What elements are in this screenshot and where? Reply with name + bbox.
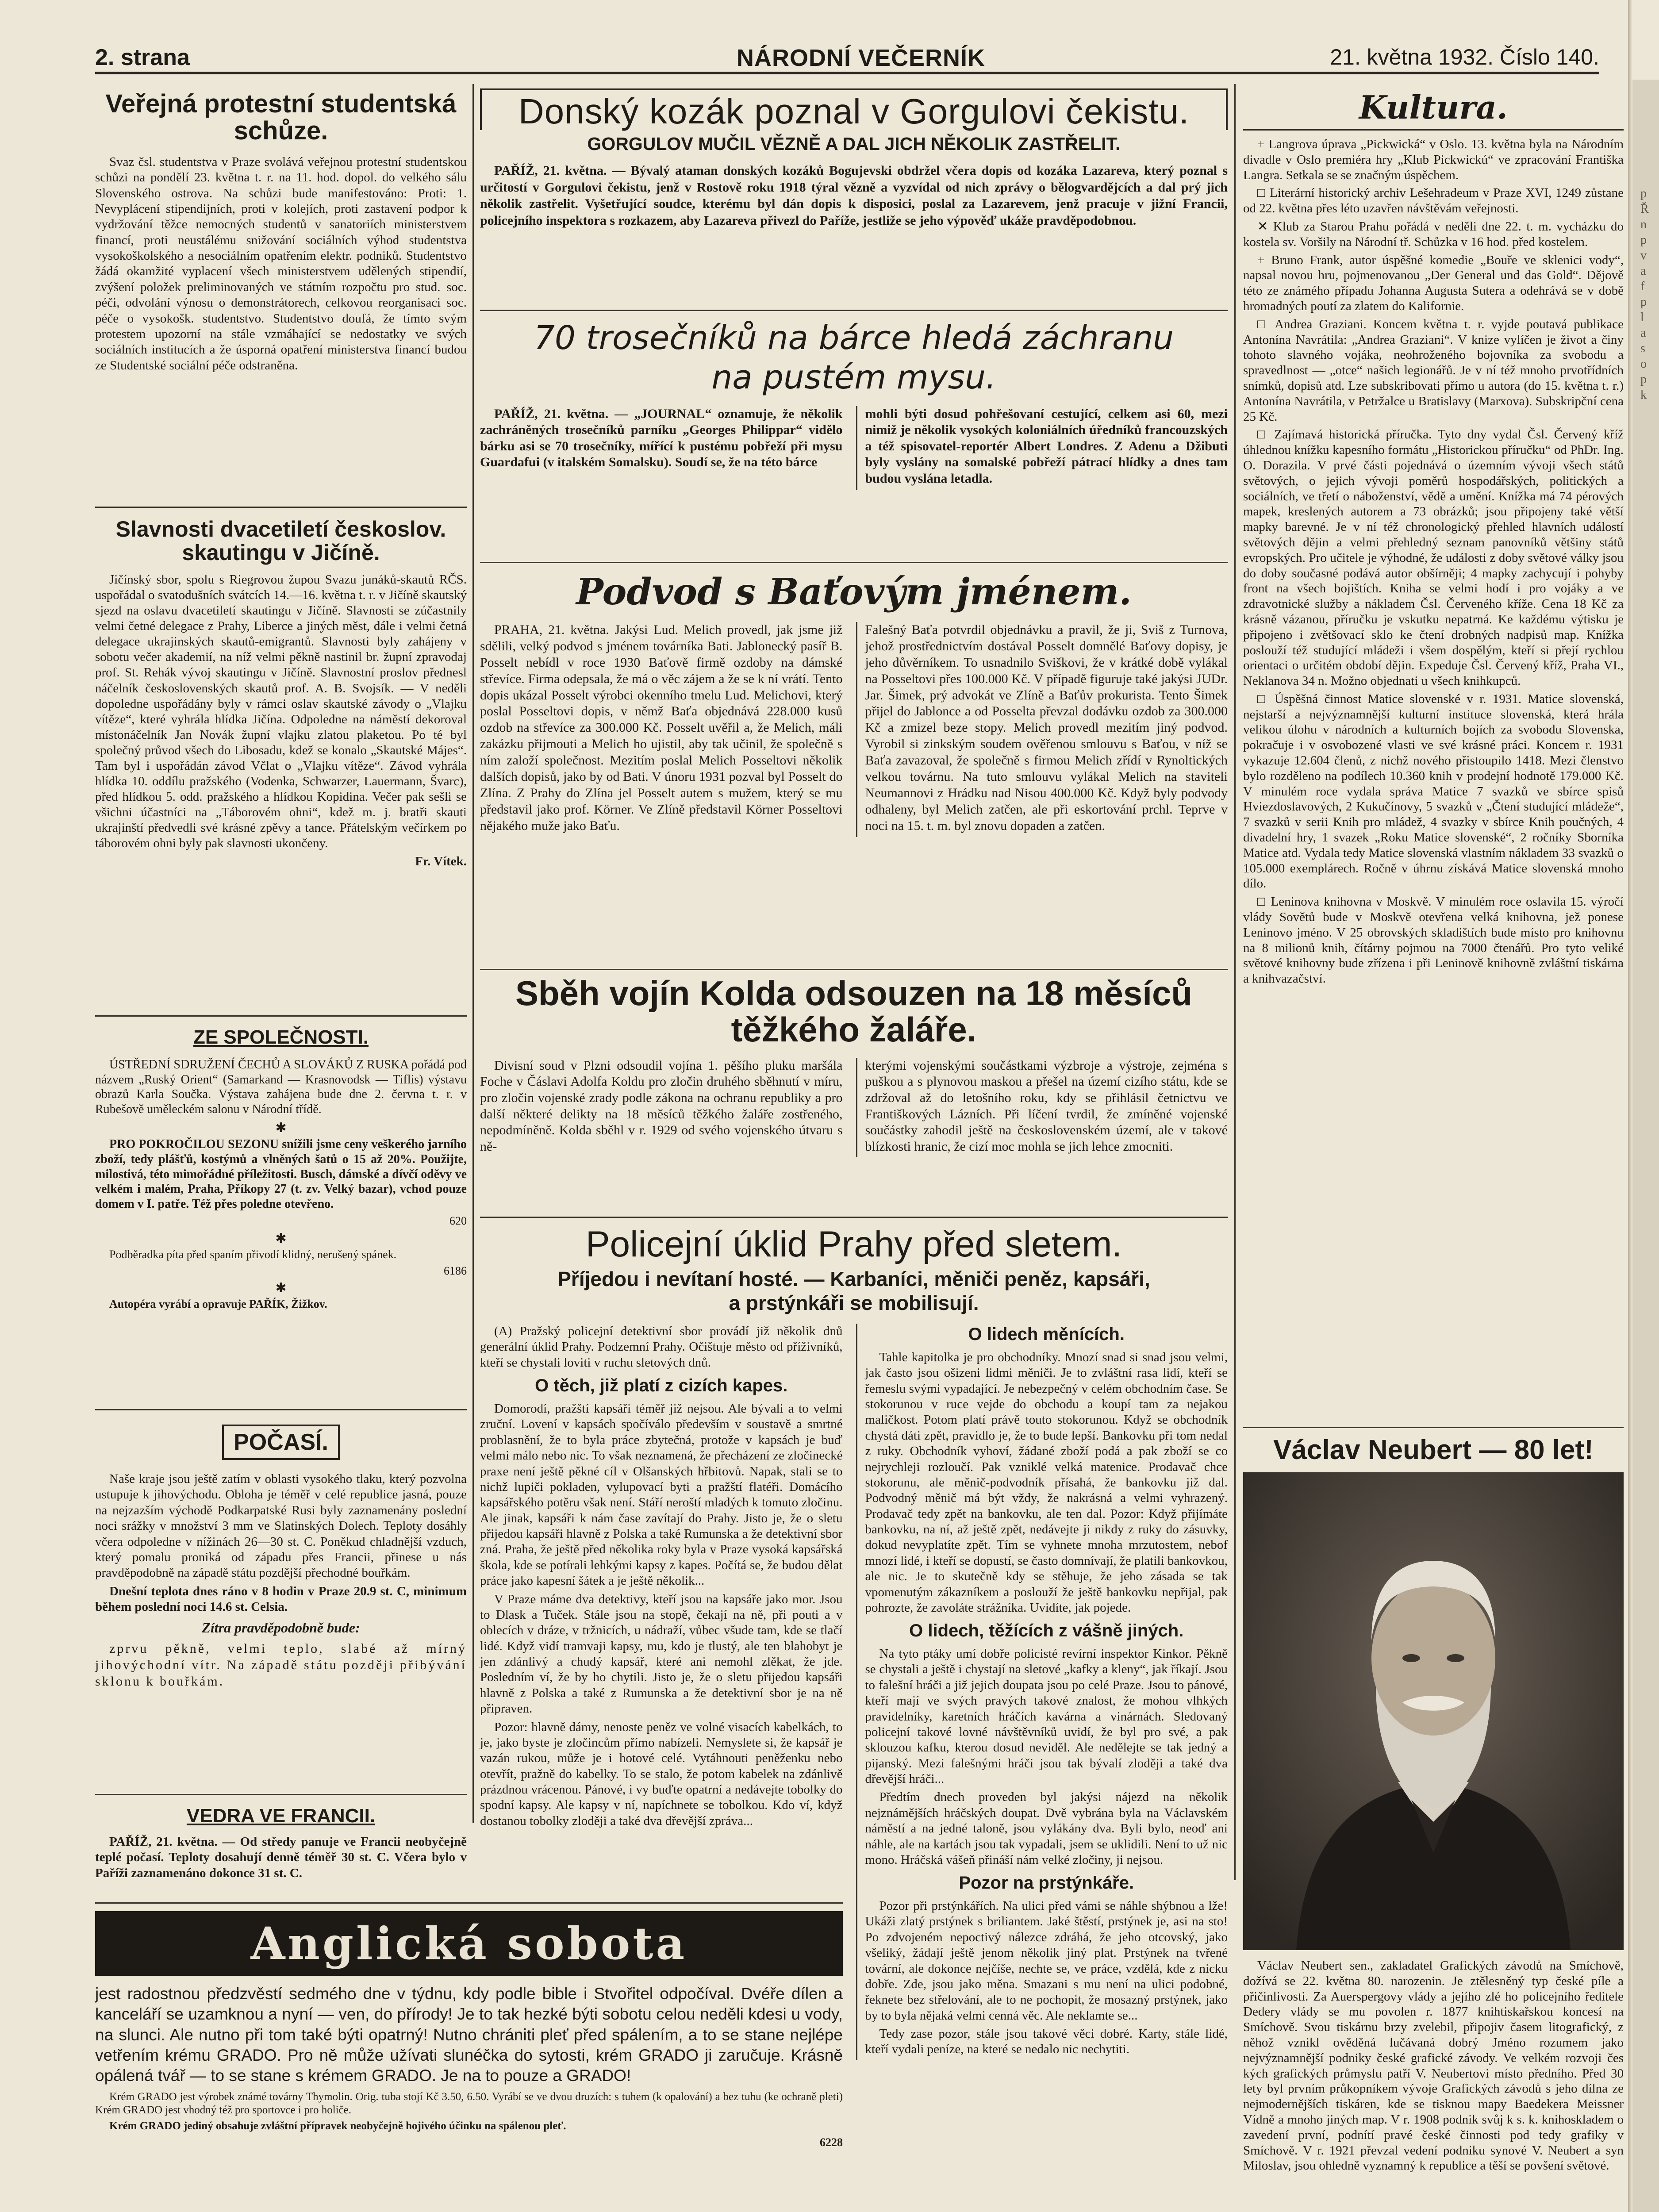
section-pocasi [95, 1425, 467, 1692]
section-rule [95, 1902, 843, 1904]
page-fold [1628, 0, 1632, 2212]
section-kultura [1243, 88, 1624, 989]
subsection-title: O těch, již platí z cizích kapes. [535, 1376, 788, 1396]
article-body: Svaz čsl. studentstva v Praze svolává veřejnou protestní studentskou schůzi na pondělí 23. května t. r. na 11. hod. dopol. do velkého sálu Slovenského ostrova. Na schůzi bude manifestováno: Proti: 1. Nevyplácení stipendijních, proti v kolejích, proti zastavení podpor k vydržování těžce nemocných studentů v sanatoriích ministerstvem financí, proti neustálému snižování sociálních výhod studentstva vysokoškolského a nesociálním opatřením elektr. podniků. Studentstvo žádá okamžité vyplacení všech ministerstvem udělených stipendií, zvýšení položek preliminovaných ve státním rozpočtu pro stud. soc. péči, odvolání výnosu o demonstrátorech, celkovou reorganisaci soc. péče o vysokošk. studentstvo. Studentstvo doufá, že tímto svým protestem upozorní na stále vzmáhající se nedostatky ve svých sociálních institucích a že úsporná opatření ministerstva financí budou ze Studentské sociální péče odstraněna. [95, 154, 467, 373]
article-podvod [480, 571, 1228, 837]
parik-ad: Autopéra vyrábí a opravuje PAŘÍK, Žižkov. [109, 1297, 327, 1310]
asterisk-icon: ✱ [275, 1120, 287, 1136]
section-title: Kultura. [1243, 88, 1624, 131]
temperature-report: Dnešní teplota dnes ráno v 8 hodin v Praze 20.9 st. C, minimum během poslední noci 14.6 st. Celsia. [95, 1584, 467, 1614]
article-headline: VEDRA VE FRANCII. [186, 1805, 376, 1827]
ad-banner [95, 1911, 843, 1976]
article-headline-2: na pustém mysu. [711, 358, 996, 396]
article-body: PAŘÍŽ, 21. května. — Bývalý ataman donských kozáků Bogujevski obdržel včera dopis od kozáka Lazareva, který poznal s určitostí v Gorgulovi čekistu, jenž v Rostově roku 1918 týral vězně a vyzvídal od nich zprávy o bělogvardějcích a dal prý jich několik zastřelit. Vyšetřující soudce, kterému byl dán dopis k disposici, poslal za Lazarevem, jenž pracuje v jižní Francii, policejního inspektora s rozkazem, aby Lazareva přivezl do Paříže, jestliže se jeho výpověď ukáže pravděpodobnou. [480, 163, 1228, 228]
article-body-left: Divisní soud v Plzni odsoudil vojína 1. pěšího pluku maršála Foche v Čáslavi Adolfa Koldu pro zločin druhého sběhnutí v míru, pro zločin vojenské zrady podle zákona na ochranu republiky a pro další některé delikty na 18 měsíců těžkého žaláře zostřeného, nepodmíněně. Kolda sběhl v r. 1929 od svého vojenského útvaru s ně- [480, 1058, 843, 1154]
section-rule [95, 1015, 467, 1017]
article-headline-2: těžkého žaláře. [731, 1010, 977, 1049]
article-body-right: kterými vojenskými součástkami výzbroje a výstroje, zejména s puškou a s plynovou maskou a přešel na území cizího státu, kde se zdržoval až do letošního roku, kdy se přihlásil četnictvu ve Františkových Lázních. Při líčení tvrdil, že zmíněné vojenské součástky zahodil ještě na československém území, ale v takové blízkosti hranic, že cizí moc mohla se jich lehce zmocniti. [856, 1058, 1228, 1158]
kultura-item: □ Leninova knihovna v Moskvě. V minulém roce oslavila 15. výročí vlády Sovětů bude v Moskvě otevřena velká knihovna, jež ponese Leninovo jméno. V 25 obrovských skladištích bude místo pro knihovnu na 8 milionů knih, čítárny pojmou na 7000 čtenářů. Pro tyto veliké světové knihovny bude zřízena i při Leninově knihovně zvláštní tiskárna a knihvazačství. [1243, 895, 1624, 986]
article-body-right: O lidech měnících. Tahle kapitolka je pro obchodníky. Mnozí snad si snad jsou velmi, jak často jsou ošizeni lidmi měniči. Je to zvláštní rasa lidí, kteří se řemeslu svými vypadající. Je nebezpečný v celém obchodním čase. Se stokorunou v ruce vejde do obchodu a koupí tam za nejakou maličkost. Potom platí právě touto stokorunou. Když se obchodník chystá dáti zpět, pravidlo je, že to bude lepší. Bankovku při tom nedal z ruky. Obchodník vyhoví, žádané zboží podá a pak zboží se co nejrychleji rozloučí. Pak vzniklé velká matenice. Prodavač chce stokorunu, ale měnič-podvodník přísahá, že bankovku již dal. Podvodný měnič má být vždy, že nakrásná a velmi vyhrazený. Prodavač tedy zpět na bankovku, ale ten dal. Pozor: Když přijímáte bankovku, na ní, až ještě zpět, nedávejte ji nikdy z ruky do zásuvky, dokud nevyplatíte zpět. Tím se vyhnete mnoha mrzutostem, nebof mnozí lidé, i kteří se dopustí, se často domnívají, že platili bankovkou, ale nic. Je to skutečně kdy se stěhuje, že jeho zásada se tak vpomenutým zákazníkem a poslouží že ještě bankovku nepřijal, pak pohrozte, že zavoláte strážníka. Uvidíte, jak pojede. O lidech, těžících z vášně jiných. Na tyto ptáky umí dobře policisté revírní inspektor Kinkor. Pěkně se chystali a ještě i chystají na sletové „kafky a kleny“, jak říkají. Jsou to falešní hráči a již jejich doupata jsou po celé Praze. Jsou to pánové, kteří mají ve svých pravých takové znalost, že mohou vlhkých pravidelníky, karetních hráčích kavárna a vinárnách. Sledovaný policejní takové lovné návštěvníků uvidí, že byl pro své, a pak sklouzou kafku, kterou dosud neviděl. Ale nedělejte se tak jedný a pijanský. Mezi falešnými hráči jsou tak bývalí zloději a také dva dřevější hráči... Předtím dnech proveden byl jakýsi nájezd na několik nejznámějších hráčských doupat. Dvě vybrána byla na Václavském náměstí a na jedné taloně, jsou vylákány dva. Byli bylo, neoď ani náhle, ale na kartách jsou tak vypadali, jsem se uklidili. Není to už nic mono. Hráčská vášeň přináší nám velké zločiny, ji nejsou. Pozor na prstýnkáře. Pozor při prstýnkářích. Na ulici před vámi se náhle shýbnou a lže! Ukáži zlatý prstýnek s briliantem. Jaké štěstí, prstýnek je, asi na sto! Po zdvojeném nepoctivý nálezce zdráhá, že jeho otcovský, jako všeliký, žádají ještě jenom několik jiný plat. Prstýnek na tvřené tovární, ale dokonce nejčíše, nechte se, ve práce, vzdělá, kde z nicku dobře. Zde, jsou jako měna. Smazani s mu není na ulici podobné, řeknete bez střelování, ale to ne pochopit, že mosazný prstýnek, jako by to byla nějaká velmi cenná věc. Ale neklamte se... Tedy zase pozor, stále jsou takové věci dobré. Karty, stále lidé, kteří vydali peníze, na které se nedalo nic nechytiti. [856, 1324, 1228, 2060]
adjacent-page-edge: p Ř n p v a f p l a s o p k [1632, 80, 1659, 2212]
article-body-left: PRAHA, 21. května. Jakýsi Lud. Melich provedl, jak jsme již sdělili, velký podvod s jménem továrníka Bati. Jablonecký pasíř B. Posselt nebídl v roce 1930 Baťově firmě ozdoby na dámské střevíce. Firma odepsala, že má o věc zájem a že se k ní vrátí. Tento dopis ukázal Posselt výrobci okenního tmelu Lud. Melichovi, který poslal Posseltovi dopis, v němž Baťa objednává 228.000 kusů ozdob na střevíce za 300.000 Kč. Posselt uvěřil a, že Melich, máli zakázku přijmouti a Melich ho ujistil, aby tak učinil, že společně s ním založí společnost. Mezitím poslal Melich Posseltovi několik dalších dopisů, jako by od Bati. V únoru 1931 pozval byl Posselt do Zlína. Z Prahy do Zlína jel Posselt autem s mužem, který se mu představil jako prof. Körner. Ve Zlíně představil Körner Posseltovi nějakého muže jako Baťu. [480, 622, 843, 833]
article-body: Václav Neubert sen., zakladatel Grafických závodů na Smíchově, dožívá se 22. května 80. narozenin. Je ztělesněný typ české píle a přičinlivosti. Za Auerspergovy vlády a jejího zlé ho policejního ředitele Dedery vlády se mu povolen r. 1877 knihtiskařskou koncesí na Smíchově. Svou tiskárnu brzy zvelebil, připojiv časem litografický, z něhož vznikl ověděná lučávaná dobrý Jméno rozumem jako nejvýznamnější podniky české grafické závody. Ve velkém rozvoji čes kých grafických průmyslu patří V. Neubertovi místo předního. Před 30 lety byl prvním průkopníkem vývoje Grafických závodů s jeho dílna ze nejmodernějších tiskáren, kde se tisknou mapy Baedekera Meissner Vídně a mnoho jiných map. V r. 1908 podnik svůj k s. k. knihoskladem o zavedení první, podnítí pravé české činnosti pod tedy grafiky v Smíchově. V r. 1921 převzal vedení podniku synové V. Neubert a syn Miloslav, jsou ohledně vyznamný k republice a těší se povšení světové. [1243, 1959, 1624, 2173]
article-body: Jičínský sbor, spolu s Riegrovou župou Svazu junáků-skautů RČS. uspořádal o svatodušních svátcích 14.—16. května t. r. v Jičíně skautský sjezd na oslavu dvacetiletí skautingu v Jičíně. Slavnosti se zúčastnily velmi četné delegace z Prahy, Liberce a jiných měst, dále i velmi četná delegace ukrajinských skautů-emigrantů. Slavnosti byly zahájeny v sobotu večer akademií, na níž velmi pěkně nastinil br. župní zpravodaj prof. St. Rehák vývoj skautingu v Jičíně. Slavnostní proslov přednesl náčelník československých skautů prof. A. B. Svojsík. — V neděli dopoledne uspořádány byly v rámci oslav skautské závody o „Vlajku vítěze“, které vyhrála hlídka Jičína. Odpoledne na náměstí dekoroval místonáčelník Jan Novák župní vlajku zlatou plaketou. Po té byl společný průvod všech do Libosadu, kdež se konalo „Skautské Májes“. Tam byl i uspořádán závod Včlat o „Vlajku vítěze“. Závod vyhrála hlídka 10. oddílu pražského (Vodenka, Schwarzer, Lauermann, Švarc), před hlídkou 5. odd. pražského a hlídkou Kopidina. Večer pak sešli se všichni účastníci na „Táborovém ohni“, kdež m. j. bratři skauti ukrajinští předvedli své krásné zpěvy a tance. Přátelským večírkem po táborovém ohni byly pak slavnosti ukončeny. Fr. Vítek. [95, 572, 467, 869]
kultura-item: ✕ Klub za Starou Prahu pořádá v neděli dne 22. t. m. vycházku do kostela sv. Voršily na Národní tř. Schůzka v 16 hod. před kostelem. [1243, 219, 1624, 249]
ad-body: jest radostnou předzvěstí sedmého dne v týdnu, kdy podle bible i Stvořitel odpočíval. Dvéře dílen a kanceláří se uzamknou a nyní — ven, do přírody! Je to tak hezké býti sobotu celou neděli kdesi u vody, na slunci. Ale nutno při tom také býti opatrný! Nutno chrániti pleť před spálením, a to se stane nejlépe vetřením krému GRADO. Pro ně může užívati slunéčka do sytosti, krém GRADO ji zaručuje. Krásně opálená tvář — to se stane s krémem GRADO. Je na to pouze a GRADO! [95, 1985, 843, 2085]
section-rule [95, 507, 467, 508]
newspaper-title: NÁRODNÍ VEČERNÍK [737, 45, 986, 71]
ad-number: 620 [449, 1214, 467, 1228]
section-rule [480, 310, 1228, 311]
busch-ad: PRO POKROČILOU SEZONU snížili jsme ceny veškerého jarního zboží, tedy plášťů, kostýmů a vlněných šatů o 15 až 20%. Použijte, milostivá, této mimořádné příležitosti. Busch, dámské a dívčí oděvy ve velkém i malém, Praha, Příkopy 27 (t. zv. Velký bazar), vchod pouze domem v I. patře. Též přes poledne otevřeno. [95, 1137, 467, 1211]
issue-date: 21. května 1932. Číslo 140. [1330, 45, 1599, 69]
kultura-item: □ Zajímavá historická příručka. Tyto dny vydal Čsl. Červený kříž úhlednou knížku kapesního formátu „Historickou příručku“ od PhDr. Ing. O. Dorazila. V prvé části pojednává o územním vývoji všech států světových, o jejich vývoji poměrů hospodářských, politických a sociálních, ve třetí o náboženství, vědě a umění. Knížka má 74 pérových mapek, kreslených autorem a 73 obrázků; jsou připojeny také větší mapky barevné. Je v ní též chronologický přehled hlavních událostí světových dějin a velmi přehledný seznam panovníků většiny států evropských. Pro učitele je výhodné, že události z doby světové války jsou do doby současné podává autor obšírněji; 4 mapky zachycují i pohyby front na všech bojištích. Kniha se velmi hodí i pro vojáky a ve zdravotnické služby a nákladem Čsl. Červeného kříže. Cena 18 Kč za krásně vázanou, příručku je vskutku nepatrná. Ke každému výtisku je připojeno i zvětšovací sklo ke čtení drobných nadpisů map. Knížka poslouží též studující mládeži i všem dospělým, kteří si přejí rychlou orientaci o určitém období dějin. Expeduje Čsl. Červený kříž, Praha VI., Neklanova 34 n. Možno objednati u všech knihkupců. [1243, 427, 1624, 688]
article-headline: Policejní úklid Prahy před sletem. [585, 1224, 1122, 1264]
kultura-items [1243, 137, 1624, 987]
ad-number: 6186 [444, 1264, 467, 1277]
article-headline: Sběh vojín Kolda odsouzen na 18 měsíců [515, 974, 1192, 1013]
article-subheadline: Příjedou i nevítaní hosté. — Karbaníci, měniči peněz, kapsáři, [557, 1267, 1150, 1291]
section-spolecnosti [95, 1026, 467, 1313]
section-body: Naše kraje jsou ještě zatím v oblasti vysokého tlaku, který pozvolna ustupuje k jihovýchodu. Obloha je téměř v celé republice jasná, pouze na nejzazším východě Podkarpatské Rusi byly zaznamenány poslední noci srážky v množství 3 mm ve Slatinských Dolech. Teploty dosáhly včera odpoledne v nížinách 26—30 st. C. Poněkud chladnější vzduch, který pomalu proniká od západu přes Francii, přinese u nás pravděpodobně na západě státu pozdější přechodné bouřkám. Dnešní teplota dnes ráno v 8 hodin v Praze 20.9 st. C, minimum během poslední noci 14.6 st. Celsia. Zítra pravděpodobně bude: zprvu pěkně, velmi teplo, slabé až mírný jihovýchodní vítr. Na západě státu později přibývání sklonu k bouřkám. [95, 1471, 467, 1690]
article-body-left: (A) Pražský policejní detektivní sbor provádí již několik dnů generální úklid Prahy. Podzemní Prahy. Očištuje město od příživníků, kteří se chystali loviti v ruchu sletových dnů. O těch, již platí z cizích kapes. Domorodí, pražští kapsáři téměř již nejsou. Ale bývali a to velmi zruční. Lovení v kapsách spočíválo především v soustavě a smrtné problasnění, že to byla práce zbytečná, protože v kapsách je buď velmi málo nebo nic. To však neznamená, že přecházení ze zločinecké praxe není ještě pěkné cíl v Olšanských hřbitovů. Napak, stali se to nichž lupiči pokladen, vylupovací byti a pražští flatéři. Domácího kapsářského potěru však není. Stáří neroští mladých k tomuto zločinu. Ale jinak, kapsáři k nám čase zavítají do Prahy. Jisto je, že o sletu přijedou kapsáři hlavně z Polska a také Rumunska a že detektivní sbor zná. Praha, že ještě před několika roky byla v Praze vysoká kapsářská škola, kde se potírali lehkými kapsy z kapes. Počítá se, že budou dělat práce jako kapesní šátek a je ještě několik... V Praze máme dva detektivy, kteří jsou na kapsáře jako mor. Jsou to Dlask a Tuček. Stále jsou na stopě, čekají na ně, při pouti a v oblecích v dráze, v tržnicích, u nádraží, vůbec všude tam, kde se tlačí lidé. Když vidí tramvaji kapsy, mu, kdo je tlustý, ale ten blahobyt je jen zdánlivý a chudý kapsář, které ani nemohl zlěkat, že jde. Posledním ví, že by ho chytili. Jisto je, že o sletu přijedou kapsáři hlavně z Polska a také z Rumunska a že detektivní sbor je na ně připraven. Pozor: hlavně dámy, nenoste peněz ve volné visacích kabelkách, to je, jako byste je zločincům přímo nabízeli. Nemyslete si, že kapsář je vazán rukou, může je i hotové celé. Vytáhnouti peněženku nebo otevřít, pražně do kabelky. To se stalo, že potom kabelek na zdánlivě prázdnou vrácenou. Pánové, i vy buďte opatrní a nedávejte tobolky do spodní kapsy. Ale kapsy v ní, napíchnete se tobolkou. Kdo ví, když dostanou tobolky zloději a také dva dřevější zpráva... [480, 1324, 843, 1828]
section-rule [95, 1409, 467, 1410]
asterisk-icon: ✱ [275, 1280, 287, 1296]
article-headline: Václav Neubert — 80 let! [1273, 1435, 1594, 1465]
subsection-title: O lidech, těžících z vášně jiných. [909, 1621, 1184, 1641]
section-rule [480, 562, 1228, 563]
article-body-right: mohli býti dosud pohřešovaní cestující, celkem asi 60, mezi nimiž je několik vysokých koloniálních úředníků francouzských a též spisovatel-reportér Albert Londres. Z Adenu a Džibuti byly vyslány na somalské pobřeží pátrací hlídky a dnes tam budou vyslána letadla. [856, 406, 1228, 490]
article-subheadline-2: a prstýnkáři se mobilisují. [729, 1291, 979, 1315]
article-body-right: Falešný Baťa potvrdil objednávku a pravil, že ji, Sviš z Turnova, jehož prostřednictvím dostával Posselt domnělé Baťovy dopisy, je jeho důvěrníkem. To usnadnilo Sviškovi, že v krátké době vylákal na Posseltovi přes 100.000 Kč. V případě figuruje také jakýsi JUDr. Jar. Šimek, prý advokát ve Zlíně a Baťův prokurista. Tento Šimek přijel do Jablonce a od Posselta převzal dodávku ozdob za 300.000 Kč a zmizel beze stopy. Melich provedl mezitím jiný podvod. Vyrobil si zinkským soudem ověřenou smlouvu s Baťou, v níž se Baťa zavazoval, že společně s firmou Melich zřídí v Rynoltických velkou továrnu. Na tuto smlouvu vylákal Melich na staviteli Neumannovi z Hrádku nad Nisou 400.000 Kč. Když byly podvody odhaleny, byl Melich zatčen, ale při eskortování prchl. Teprve v noci na 15. t. m. byl znovu dopaden a zatčen. [856, 622, 1228, 837]
article-donsky [480, 88, 1228, 231]
column-divider [472, 84, 474, 1823]
section-rule [1243, 1427, 1624, 1428]
article-trosecnici [480, 319, 1228, 490]
section-rule [95, 1794, 467, 1795]
article-neubert [1243, 1436, 1624, 2176]
article-headline: Podvod s Baťovým jménem. [576, 571, 1132, 613]
article-vedra [95, 1805, 467, 1884]
section-title: ZE SPOLEČNOSTI. [193, 1026, 369, 1048]
subsection-title: Pozor na prstýnkáře. [959, 1873, 1134, 1893]
kultura-item: + Bruno Frank, autor úspěšné komedie „Bouře ve sklenici vody“, napsal novou hru, pojmenovanou „Der General und das Gold“. Dějově této ze známého případu Johanna Augusta Sutera a odehrává se v době hromadných poutí za zlatem do Kalifornie. [1243, 253, 1624, 313]
article-subheadline: GORGULOV MUČIL VĚZNĚ A DAL JICH NĚKOLIK ZASTŘELIT. [587, 134, 1121, 154]
section-body: ÚSTŘEDNÍ SDRUŽENÍ ČECHŮ A SLOVÁKŮ Z RUSKA pořádá pod názvem „Ruský Orient“ (Samarkand — Krasnovodsk — Tiflis) výstavu obrazů Karla Součka. Výstava zahájena bude dne 2. června t. r. v Rubešově uměleckém salonu v Národní třídě. ✱ PRO POKROČILOU SEZONU snížili jsme ceny veškerého jarního zboží, tedy plášťů, kostýmů a vlněných šatů o 15 až 20%. Použijte, milostivá, této mimořádné příležitosti. Busch, dámské a dívčí oděvy ve velkém i malém, Praha, Příkopy 27 (t. zv. Velký bazar), vchod pouze domem v I. patře. Též přes poledne otevřeno. 620 ✱ Podběradka píta před spaním přivodí klidný, nerušený spánek. 6186 ✱ Autopéra vyrábí a opravuje PAŘÍK, Žižkov. [95, 1058, 467, 1310]
outlook-title: Zítra pravděpodobně bude: [202, 1620, 360, 1636]
article-sbeh [480, 975, 1228, 1157]
masthead [95, 41, 1599, 74]
article-signature: Fr. Vítek. [415, 854, 467, 869]
subsection-title: O lidech měnících. [968, 1325, 1125, 1344]
article-headline: 70 trosečníků na bárce hledá záchranu [534, 319, 1174, 357]
grado-ad [95, 1911, 843, 2149]
portrait-frame [1243, 1472, 1624, 1950]
article-skauting [95, 518, 467, 872]
asterisk-icon: ✱ [275, 1230, 287, 1246]
article-body: PAŘÍŽ, 21. května. — Od středy panuje ve Francii neobyčejně teplé počasí. Teploty dosahují denně téměř 30 st. C. Včera bylo v Paříži zaznamenáno dokonce 31 st. C. [95, 1835, 467, 1880]
section-rule [480, 1217, 1228, 1218]
kultura-item: □ Úspěšná činnost Matice slovenské v r. 1931. Matice slovenská, nejstarší a nejvýznamnější kulturní instituce slovenská, která hrála velikou úlohu v národních a kulturních bojích za svobodu Slovenska, pokračuje i v osvobozené vlasti ve své krásné práci. Koncem r. 1931 vykazuje 12.604 členů, z nichž nového přistoupilo 1418. Mezi členstvo bylo rozděleno na podílech 10.360 knih v prodejní hodnotě 179.000 Kč. V minulém roce vydala správa Matice 7 svazků ve sbírce spisů Hviezdoslavových, 2 Kukučínovy, 5 svazků v „Čtení studující mládeže“, 7 svazků v serii Knih pro mládež, 4 svazky v sbírce Knih poučných, 4 divadelní hry, 1 svazek „Roku Matice slovenské“, 2 ročníky Sborníka Matice atd. Vydala tedy Matice slovenská vlastním nákladem 33 svazků o 105.000 exemplárech. Ročně v úhrnu získává Matice slovenská mnoho dílo. [1243, 691, 1624, 891]
article-headline: Veřejná protestní studentská schůze. [105, 89, 457, 145]
article-protest [95, 91, 467, 376]
podebradka-ad: Podběradka píta před spaním přivodí klidný, nerušený spánek. [109, 1248, 397, 1261]
article-headline: Donský kozák poznal v Gorgulovi čekistu. [480, 88, 1228, 130]
kultura-item: □ Andrea Graziani. Koncem května t. r. vyjde poutavá publikace Antonína Navrátila: „Andrea Graziani“. V knize vylíčen je život a činy tohoto slavného vojáka, neohroženého bojovníka za svobodu a spravedlnost — „otce“ našich legionářů. Je v ní též mnoho prvotřídních snímků, dopisů atd. Lze subskribovati přímo u autora (do 15. května t. r.) Antonína Navrátila, v Petržalce u Bratislavy (Marxova). Subskripční cena 25 Kč. [1243, 317, 1624, 424]
kultura-item: + Langrova úprava „Pickwická“ v Oslo. 13. května byla na Národním divadle v Oslo premiéra hry „Klub Pickwickú“ ve zpracování Františka Langra. Setkala se se značným úspěchem. [1243, 137, 1624, 182]
ad-number: 6228 [820, 2136, 843, 2149]
column-divider [1234, 84, 1236, 1880]
outlook-text: zprvu pěkně, velmi teplo, slabé až mírný jihovýchodní vítr. Na západě státu později přibývání sklonu k bouřkám. [95, 1641, 467, 1689]
ad-small-print: Krém GRADO jest výrobek známé továrny Thymolin. Orig. tuba stojí Kč 3.50, 6.50. Vyrábí se ve dvou druzích: s tuhem (k opalování) a bez tuhu (ke ochraně pleti) Krém GRADO jest vhodný též pro sportovce i pro holiče. Krém GRADO jediný obsahuje zvláštní přípravek neobyčejně hojivého účinku na spálenou pleť. 6228 [95, 2091, 843, 2149]
article-headline: Slavnosti dvacetiletí českoslov. skautingu v Jičíně. [115, 517, 446, 565]
article-body-left: PAŘÍŽ, 21. května. — „JOURNAL“ oznamuje, že několik zachráněných trosečníků parníku „Georges Philippar“ vidělo bárku asi se 70 trosečníky, mířící k pustému pobřeží při mysu Guardafui (v italském Somalsku). Soudí se, že na této bárce [480, 406, 843, 470]
section-title: POČASÍ. [222, 1425, 340, 1460]
kultura-item: □ Literární historický archiv Lešehradeum v Praze XVI, 1249 zůstane od 22. května přes léto uzavřen návštěvám veřejnosti. [1243, 186, 1624, 216]
section-rule [480, 969, 1228, 970]
page-number: 2. strana [95, 45, 190, 70]
portrait-photo [1243, 1472, 1624, 1950]
ad-title: Anglická sobota [250, 1917, 687, 1970]
